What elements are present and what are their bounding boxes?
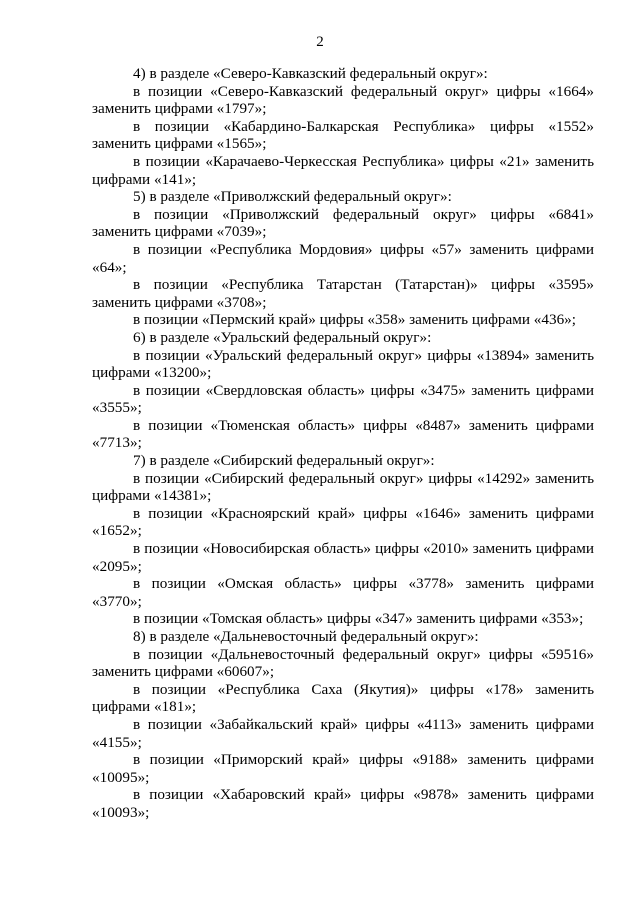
amendment-paragraph: в позиции «Карачаево-Черкесская Республика» цифры «21» заменить цифрами «141»; — [92, 152, 594, 188]
document-body — [92, 65, 594, 822]
amendment-paragraph: в позиции «Красноярский край» цифры «1646» заменить цифрами «1652»; — [92, 504, 594, 540]
amendment-paragraph: в позиции «Тюменская область» цифры «8487» заменить цифрами «7713»; — [92, 416, 594, 452]
amendment-paragraph: в позиции «Хабаровский край» цифры «9878» заменить цифрами «10093»; — [92, 786, 594, 821]
amendment-paragraph: в позиции «Забайкальский край» цифры «4113» заменить цифрами «4155»; — [92, 715, 594, 751]
amendment-paragraph: в позиции «Республика Татарстан (Татарстан)» цифры «3595» заменить цифрами «3708»; — [92, 276, 594, 311]
amendment-paragraph: в позиции «Кабардино-Балкарская Республика» цифры «1552» заменить цифрами «1565»; — [92, 117, 594, 153]
amendment-paragraph: в позиции «Республика Мордовия» цифры «57» заменить цифрами «64»; — [92, 240, 594, 276]
section-4-heading: 4) в разделе «Северо-Кавказский федеральный округ»: — [133, 65, 488, 82]
amendment-paragraph: в позиции «Новосибирская область» цифры «2010» заменить цифрами «2095»; — [92, 540, 594, 575]
section-5-heading: 5) в разделе «Приволжский федеральный округ»: — [133, 188, 452, 206]
amendment-paragraph: в позиции «Республика Саха (Якутия)» цифры «178» заменить цифрами «181»; — [92, 680, 594, 716]
section-6-heading: 6) в разделе «Уральский федеральный округ»: — [133, 328, 432, 346]
amendment-paragraph: в позиции «Сибирский федеральный округ» цифры «14292» заменить цифрами «14381»; — [92, 469, 594, 505]
amendment-paragraph: в позиции «Дальневосточный федеральный округ» цифры «59516» заменить цифрами «60607»; — [92, 645, 594, 681]
amendment-paragraph: в позиции «Томская область» цифры «347» заменить цифрами «353»; — [133, 610, 584, 628]
amendment-paragraph: в позиции «Приморский край» цифры «9188» заменить цифрами «10095»; — [92, 751, 594, 786]
amendment-paragraph: в позиции «Омская область» цифры «3778» заменить цифрами «3770»; — [92, 575, 594, 610]
section-7-heading: 7) в разделе «Сибирский федеральный округ»: — [133, 452, 435, 470]
page-number: 2 — [316, 34, 324, 50]
section-8-heading: 8) в разделе «Дальневосточный федеральный округ»: — [133, 628, 479, 645]
amendment-paragraph: в позиции «Северо-Кавказский федеральный округ» цифры «1664» заменить цифрами «1797»; — [92, 82, 594, 118]
amendment-paragraph: в позиции «Уральский федеральный округ» цифры «13894» заменить цифрами «13200»; — [92, 346, 594, 382]
amendment-paragraph: в позиции «Приволжский федеральный округ» цифры «6841» заменить цифрами «7039»; — [92, 205, 594, 241]
amendment-paragraph: в позиции «Пермский край» цифры «358» заменить цифрами «436»; — [133, 311, 576, 329]
amendment-paragraph: в позиции «Свердловская область» цифры «3475» заменить цифрами «3555»; — [92, 381, 594, 417]
